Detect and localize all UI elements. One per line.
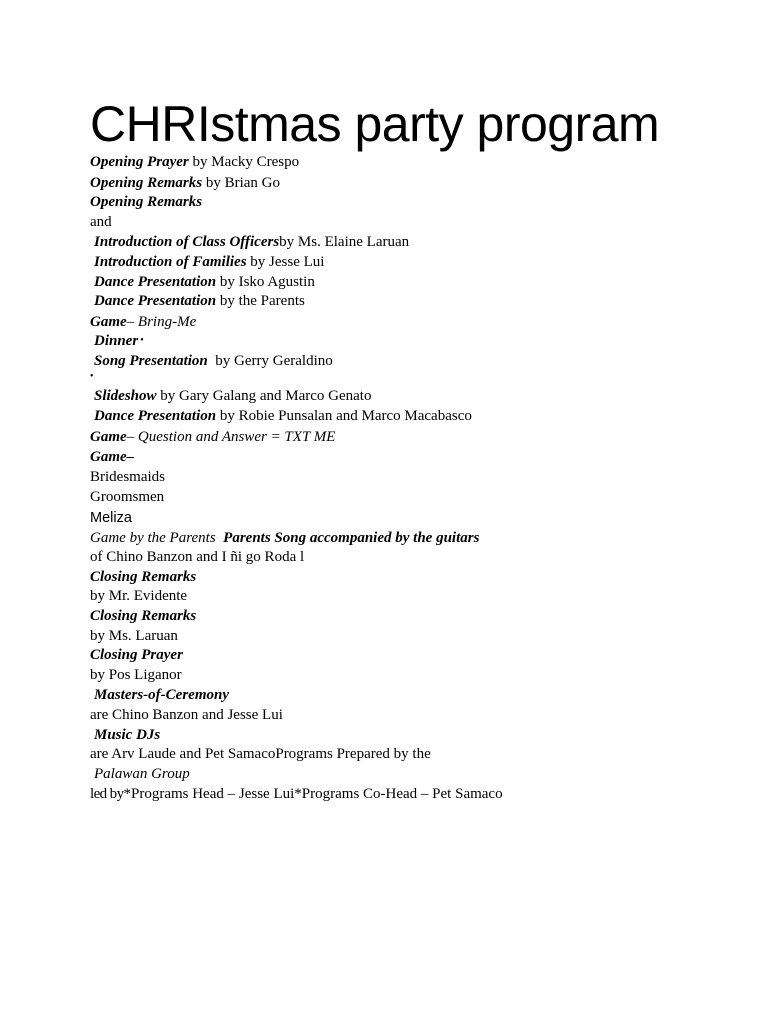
program-item xyxy=(94,332,144,352)
program-item xyxy=(94,292,305,310)
program-text: by Ms. Laruan xyxy=(90,628,178,644)
item-role: Game xyxy=(90,314,127,330)
program-item xyxy=(90,448,134,466)
item-role: Masters-of-Ceremony xyxy=(94,687,229,703)
item-role: Game xyxy=(90,449,127,465)
item-role: Song Presentation xyxy=(94,353,208,369)
program-text: Meliza xyxy=(90,510,132,526)
program-item xyxy=(94,387,371,405)
bullet-icon: • xyxy=(90,371,94,382)
item-role: Slideshow xyxy=(94,388,157,404)
program-item xyxy=(94,407,472,425)
program-item xyxy=(94,273,315,291)
item-role: Opening Remarks xyxy=(90,194,203,210)
item-dash: – xyxy=(126,449,135,465)
item-performer: by Jesse Lui xyxy=(246,254,325,270)
item-role: Dance Presentation xyxy=(94,274,217,290)
program-item xyxy=(90,529,479,547)
program-text: of Chino Banzon and I ñi go Roda l xyxy=(90,549,305,565)
program-text: Bridesmaids xyxy=(90,469,165,485)
program-item xyxy=(94,352,333,370)
item-performer: by Gerry Geraldino xyxy=(207,353,333,369)
item-role: Dance Presentation xyxy=(94,293,217,309)
item-game-name: Bring-Me xyxy=(137,314,197,330)
program-text: are Arv Laude and Pet SamacoPrograms Prepared by the xyxy=(90,746,431,762)
item-role: Dance Presentation xyxy=(94,408,217,424)
program-item xyxy=(90,428,335,446)
item-role: Music DJs xyxy=(94,727,161,743)
item-performer: by Macky Crespo xyxy=(188,154,300,170)
item-performer: by Gary Galang and Marco Genato xyxy=(156,388,372,404)
item-role: Opening Prayer xyxy=(90,154,189,170)
program-item xyxy=(94,686,229,704)
program-item xyxy=(90,785,503,803)
page-title: CHRIstmas party program xyxy=(90,96,660,152)
program-item xyxy=(94,726,160,744)
item-role: Opening Remarks xyxy=(90,175,203,191)
program-item xyxy=(90,313,196,331)
program-item xyxy=(90,153,299,171)
bullet-icon: • xyxy=(140,335,144,346)
program-text: and xyxy=(90,214,112,230)
program-item xyxy=(90,193,202,211)
program-item xyxy=(90,568,196,586)
program-item xyxy=(90,174,280,192)
item-role: Parents Song accompanied by the guitars xyxy=(223,530,480,546)
item-performer: by the Parents xyxy=(216,293,305,309)
item-performer: by Robie Punsalan and Marco Macabasco xyxy=(216,408,472,424)
item-performer: by Brian Go xyxy=(202,175,281,191)
program-item xyxy=(94,253,324,271)
item-performer: by Ms. Elaine Laruan xyxy=(279,234,410,250)
item-role: Introduction of Families xyxy=(94,254,247,270)
program-item xyxy=(90,607,196,625)
item-dash: – xyxy=(126,429,138,445)
program-text: Palawan Group xyxy=(94,766,190,782)
program-text: by Mr. Evidente xyxy=(90,588,188,604)
item-role: Closing Prayer xyxy=(90,647,183,663)
program-item xyxy=(90,368,94,388)
item-game-name: Question and Answer = TXT ME xyxy=(137,429,336,445)
item-game-name: Game by the Parents xyxy=(90,530,224,546)
item-performer: *Programs Head – Jesse Lui*Programs Co-Head – Pet Samaco xyxy=(123,786,503,802)
program-item xyxy=(90,646,183,664)
item-role: Game xyxy=(90,429,127,445)
program-text: are Chino Banzon and Jesse Lui xyxy=(90,707,283,723)
program-item xyxy=(94,233,409,251)
item-dash: – xyxy=(126,314,138,330)
item-prefix: led by xyxy=(90,786,124,802)
item-role: Dinner xyxy=(94,333,139,349)
item-role: Closing Remarks xyxy=(90,608,197,624)
item-role: Closing Remarks xyxy=(90,569,197,585)
item-performer: by Isko Agustin xyxy=(216,274,315,290)
program-text: by Pos Liganor xyxy=(90,667,182,683)
program-text: Groomsmen xyxy=(90,489,165,505)
item-role: Introduction of Class Officers xyxy=(94,234,280,250)
